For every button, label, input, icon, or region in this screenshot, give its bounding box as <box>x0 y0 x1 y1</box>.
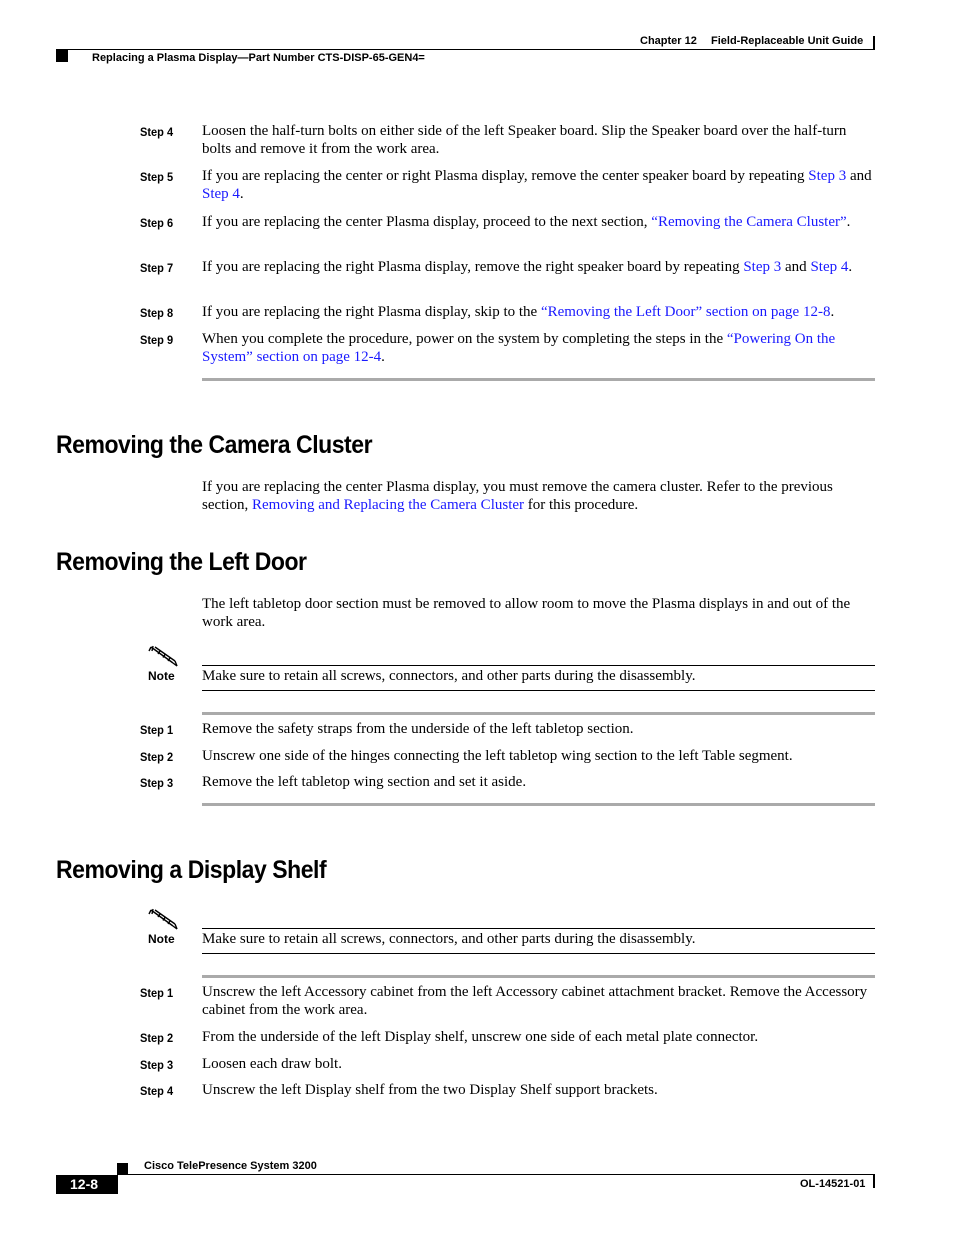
section-heading-display-shelf: Removing a Display Shelf <box>56 856 327 884</box>
note-text: Make sure to retain all screws, connectors, and other parts during the disassembly. <box>202 931 696 947</box>
step-label: Step 7 <box>140 261 174 275</box>
pencil-note-icon <box>148 908 178 930</box>
step-label: Step 3 <box>140 1058 174 1072</box>
step-text <box>202 1055 878 1073</box>
header-rule <box>56 49 874 50</box>
text-run: When you complete the procedure, power on the system by completing the steps in the <box>202 331 727 347</box>
note-text: Make sure to retain all screws, connectors, and other parts during the disassembly. <box>202 668 696 684</box>
text-run: Unscrew one side of the hinges connecting the left tabletop wing section to the left Table segment. <box>202 748 793 764</box>
section-heading-camera: Removing the Camera Cluster <box>56 431 373 459</box>
text-run: Unscrew the left Accessory cabinet from the left Accessory cabinet attachment bracket. Remove the Accessory cabinet from the work area. <box>202 984 868 1018</box>
left-door-intro: The left tabletop door section must be removed to allow room to move the Plasma displays in and out of the work area. <box>202 596 851 630</box>
footer-rule <box>117 1174 875 1175</box>
text-run: and <box>781 259 811 275</box>
step-text <box>202 303 878 321</box>
cross-reference-link[interactable]: Step 3 <box>743 259 782 275</box>
text-run: If you are replacing the center Plasma display, proceed to the next section, <box>202 214 652 230</box>
text-run: If you are replacing the center or right Plasma display, remove the center speaker board by repeating <box>202 168 809 184</box>
text-run: If you are replacing the center Plasma display, you must remove the camera cluster. Refer to the previous section, <box>202 479 833 513</box>
step-label: Step 4 <box>140 125 174 139</box>
pencil-note-icon <box>148 645 178 667</box>
step-text <box>202 773 878 791</box>
note-bottom-rule <box>202 953 875 954</box>
step-text <box>202 167 878 203</box>
step-text <box>202 1081 878 1099</box>
step-text <box>202 747 878 765</box>
footer-product-title: Cisco TelePresence System 3200 <box>144 1160 317 1172</box>
footer-bar-marker <box>117 1163 128 1174</box>
cross-reference-link[interactable]: “Powering On the System” section on page 12-4 <box>202 331 836 365</box>
procedure-end-rule <box>202 803 875 806</box>
step-text <box>202 1028 878 1046</box>
cross-reference-link[interactable]: Step 4 <box>202 186 240 202</box>
text-run: for this procedure. <box>524 497 639 513</box>
step-text <box>202 330 878 366</box>
step-label: Step 4 <box>140 1084 174 1098</box>
text-run: Remove the safety straps from the underside of the left tabletop section. <box>202 721 634 737</box>
text-run: . <box>239 186 244 202</box>
cross-reference-link[interactable]: “Removing the Left Door” section on page 12-8 <box>540 304 831 320</box>
step-label: Step 1 <box>140 986 174 1000</box>
text-run: If you are replacing the right Plasma display, remove the right speaker board by repeating <box>202 259 744 275</box>
step-label: Step 8 <box>140 306 174 320</box>
note-top-rule <box>202 928 875 929</box>
header-bar-marker <box>56 50 68 62</box>
step-label: Step 6 <box>140 216 174 230</box>
step-text <box>202 720 878 738</box>
step-label: Step 2 <box>140 750 174 764</box>
text-run: Loosen each draw bolt. <box>202 1056 342 1072</box>
section-heading-left-door: Removing the Left Door <box>56 548 307 576</box>
step-label: Step 5 <box>140 170 174 184</box>
header-section-title: Replacing a Plasma Display—Part Number CTS-DISP-65-GEN4= <box>92 52 425 64</box>
cross-reference-link[interactable]: “Removing the Camera Cluster” <box>651 214 847 230</box>
camera-paragraph <box>202 478 878 514</box>
page-number: 12-8 <box>70 1176 99 1192</box>
footer-rule-tick <box>873 1175 875 1188</box>
text-run: Remove the left tabletop wing section and set it aside. <box>202 774 527 790</box>
header-chapter: Chapter 12 <box>640 35 697 47</box>
step-label: Step 9 <box>140 333 174 347</box>
text-run: If you are replacing the right Plasma display, skip to the <box>202 304 541 320</box>
step-label: Step 2 <box>140 1031 174 1045</box>
cross-reference-link[interactable]: Step 3 <box>808 168 847 184</box>
text-run: and <box>846 168 872 184</box>
procedure-end-rule <box>202 378 875 381</box>
step-label: Step 1 <box>140 723 174 737</box>
step-text <box>202 258 878 276</box>
header-rule-tick <box>873 36 875 50</box>
note-label: Note <box>148 932 175 946</box>
procedure-start-rule <box>202 712 875 715</box>
text-run: . <box>381 349 385 365</box>
cross-reference-link[interactable]: Step 4 <box>810 259 849 275</box>
procedure-start-rule <box>202 975 875 978</box>
note-bottom-rule <box>202 690 875 691</box>
text-run: From the underside of the left Display shelf, unscrew one side of each metal plate connector. <box>202 1029 759 1045</box>
text-run: . <box>848 259 853 275</box>
text-run: . <box>846 214 851 230</box>
text-run: . <box>830 304 835 320</box>
step-label: Step 3 <box>140 776 174 790</box>
header-guide-title: Field-Replaceable Unit Guide <box>711 35 864 47</box>
page-number-box <box>56 1175 118 1194</box>
step-text <box>202 983 878 1019</box>
text-run: Unscrew the left Display shelf from the two Display Shelf support brackets. <box>202 1082 658 1098</box>
footer-doc-id: OL-14521-01 <box>800 1178 866 1190</box>
note-label: Note <box>148 669 175 683</box>
note-top-rule <box>202 665 875 666</box>
cross-reference-link[interactable]: Removing and Replacing the Camera Cluster <box>252 497 525 513</box>
step-text <box>202 213 878 231</box>
step-text <box>202 122 878 158</box>
text-run: Loosen the half-turn bolts on either side of the left Speaker board. Slip the Speaker board over the half-turn bolts and remove it from the work area. <box>202 123 847 157</box>
